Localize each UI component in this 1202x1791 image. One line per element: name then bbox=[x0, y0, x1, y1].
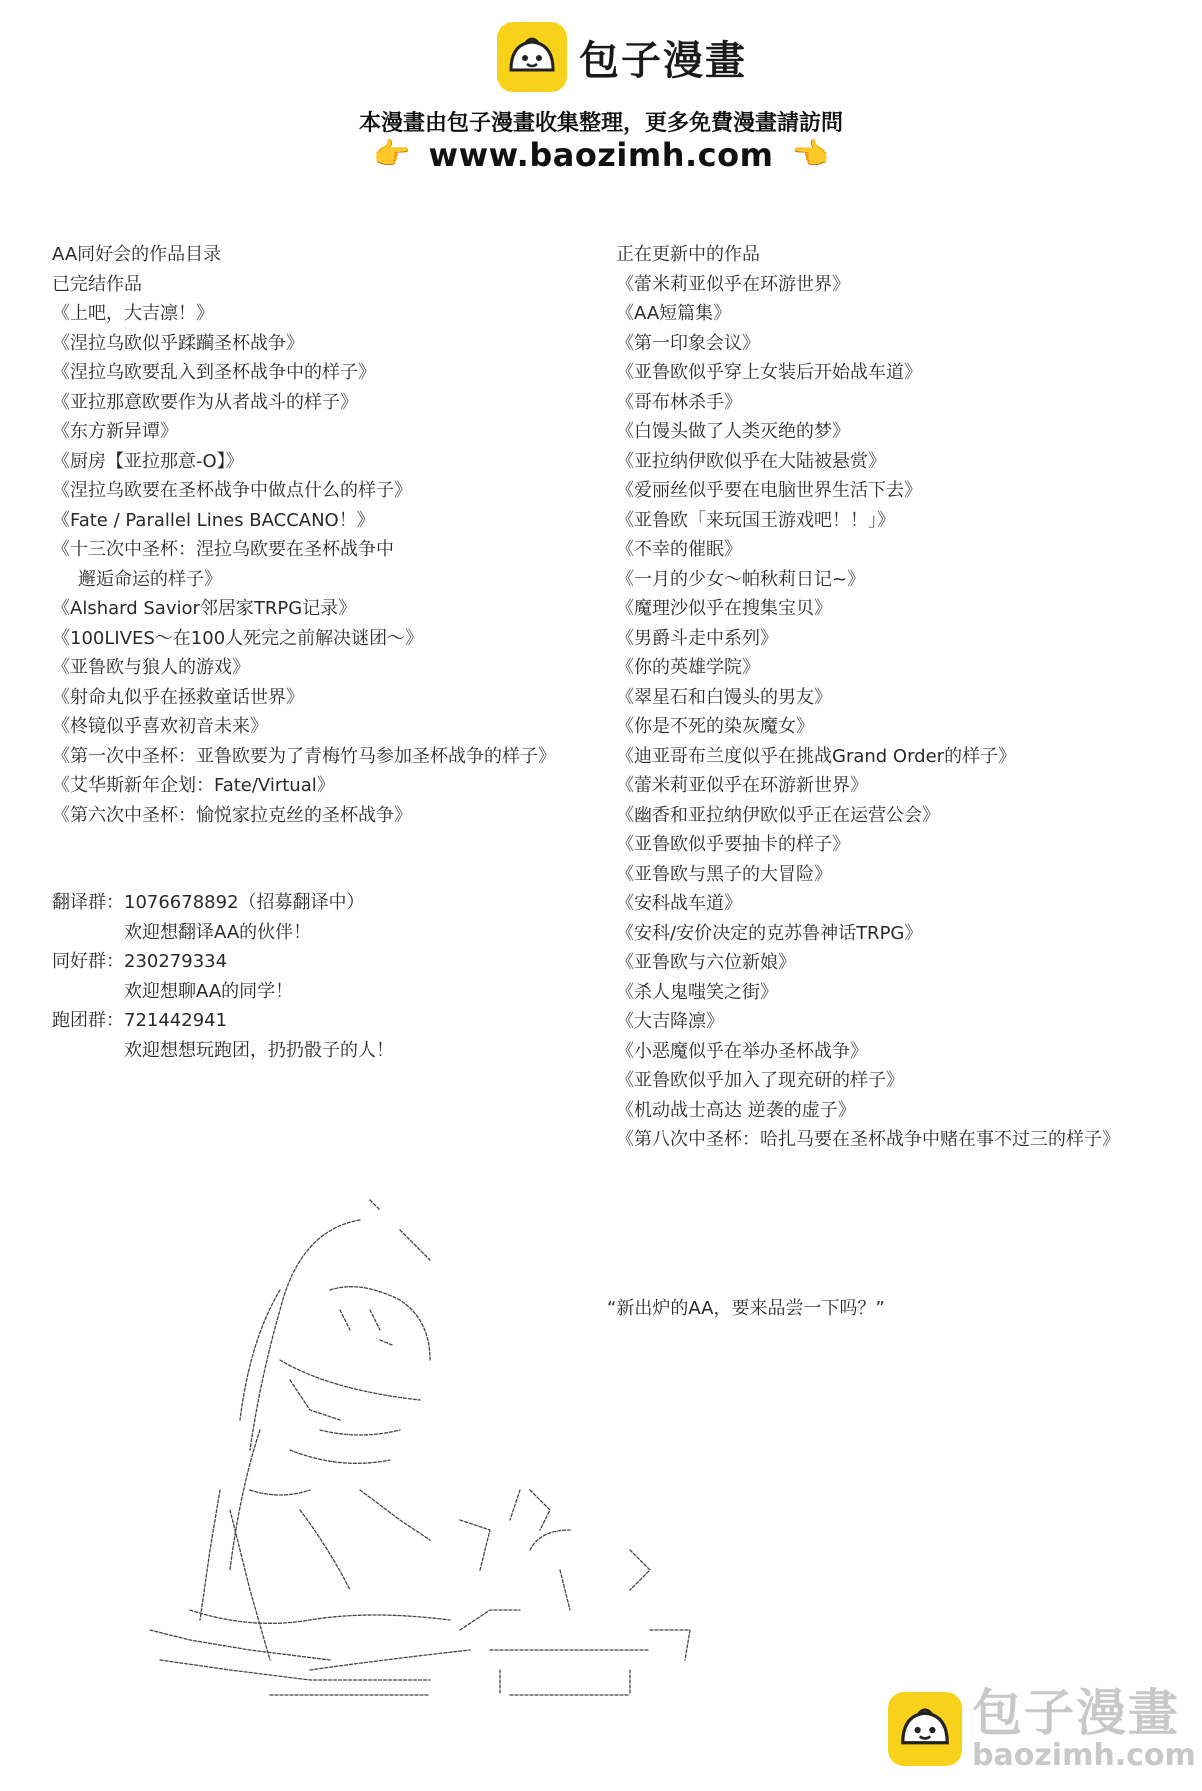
work-item: 《第一印象会议》 bbox=[616, 332, 760, 354]
group-note: 欢迎想想玩跑团，扔扔骰子的人！ bbox=[124, 1039, 394, 1061]
watermark-brand: 包子漫畫 bbox=[972, 1684, 1180, 1742]
work-item: 《厨房【亚拉那意-O】》 bbox=[52, 450, 244, 472]
work-item: 《涅拉乌欧要在圣杯战争中做点什么的样子》 bbox=[52, 480, 412, 501]
work-item: 《一月的少女～帕秋莉日记~》 bbox=[616, 568, 866, 590]
group-label: 同好群： bbox=[52, 951, 124, 972]
work-item: 《魔理沙似乎在搜集宝贝》 bbox=[616, 598, 832, 619]
watermark-url: baozimh.com bbox=[972, 1738, 1196, 1773]
aa-character-illustration bbox=[130, 1190, 790, 1710]
work-item: 《安科/安价决定的克苏鲁神话TRPG》 bbox=[616, 922, 923, 944]
work-item: 《上吧，大吉凛！》 bbox=[52, 303, 214, 324]
group-number: 721442941 bbox=[124, 1010, 228, 1031]
watermark-logo bbox=[888, 1686, 1196, 1772]
work-item: 《亚拉纳伊欧似乎在大陆被悬赏》 bbox=[616, 450, 886, 472]
work-item: 《Alshard Savior邻居家TRPG记录》 bbox=[52, 598, 357, 619]
work-item: 《幽香和亚拉纳伊欧似乎正在运营公会》 bbox=[616, 804, 940, 826]
work-item: 《白馒头做了人类灭绝的梦》 bbox=[616, 421, 850, 442]
site-url-row bbox=[0, 136, 1202, 174]
work-item: 《机动战士高达 逆袭的虚子》 bbox=[616, 1099, 856, 1121]
work-item: 《第一次中圣杯：亚鲁欧要为了青梅竹马参加圣杯战争的样子》 bbox=[52, 745, 556, 767]
brand-logo[interactable] bbox=[497, 22, 747, 92]
ongoing-works-column bbox=[616, 240, 1176, 1155]
group-number: 230279334 bbox=[124, 951, 228, 972]
work-item: 《亚鲁欧与六位新娘》 bbox=[616, 952, 796, 973]
tagline: 本漫畫由包子漫畫收集整理，更多免費漫畫請訪問 bbox=[358, 111, 843, 136]
work-item: 《大吉降凛》 bbox=[616, 1011, 724, 1032]
work-item: 《亚鲁欧似乎穿上女装后开始战车道》 bbox=[616, 362, 922, 383]
work-item-continued: 邂逅命运的样子》 bbox=[78, 568, 222, 590]
group-info bbox=[52, 888, 394, 1065]
work-item: 《翠星石和白馒头的男友》 bbox=[616, 686, 832, 708]
speech-quote: “新出炉的AA，要来品尝一下吗？” bbox=[607, 1298, 885, 1319]
group-note: 欢迎想翻译AA的伙伴！ bbox=[124, 921, 312, 943]
fan-group-row bbox=[52, 947, 394, 977]
work-item: 《柊镜似乎喜欢初音未来》 bbox=[52, 716, 268, 737]
work-item: 《你是不死的染灰魔女》 bbox=[616, 716, 814, 737]
group-number: 1076678892（招募翻译中） bbox=[124, 892, 365, 913]
work-item: 《哥布林杀手》 bbox=[616, 391, 742, 413]
work-item: 《小恶魔似乎在举办圣杯战争》 bbox=[616, 1040, 868, 1062]
site-url-link[interactable]: www.baozimh.com bbox=[428, 136, 774, 174]
work-item: 《东方新异谭》 bbox=[52, 421, 178, 442]
work-item: 《亚拉那意欧要作为从者战斗的样子》 bbox=[52, 391, 358, 413]
work-item: 《第八次中圣杯：哈扎马要在圣杯战争中赌在事不过三的样子》 bbox=[616, 1129, 1120, 1150]
work-item: 《你的英雄学院》 bbox=[616, 657, 760, 678]
bun-logo-icon bbox=[497, 22, 567, 92]
group-note: 欢迎想聊AA的同学！ bbox=[124, 980, 294, 1002]
pointing-hand-left-icon: 👈 bbox=[791, 137, 829, 172]
translation-group-row bbox=[52, 888, 394, 918]
work-item: 《安科战车道》 bbox=[616, 893, 742, 914]
work-item: 《亚鲁欧「来玩国王游戏吧！！」》 bbox=[616, 509, 895, 531]
brand-name: 包子漫畫 bbox=[579, 37, 747, 84]
work-item: 《男爵斗走中系列》 bbox=[616, 627, 778, 649]
ongoing-heading: 正在更新中的作品 bbox=[616, 244, 760, 265]
work-item: 《蕾米莉亚似乎在环游新世界》 bbox=[616, 775, 868, 796]
work-item: 《爱丽丝似乎要在电脑世界生活下去》 bbox=[616, 480, 922, 501]
group-label: 跑团群： bbox=[52, 1010, 124, 1031]
group-label: 翻译群： bbox=[52, 892, 124, 913]
work-item: 《涅拉乌欧要乱入到圣杯战争中的样子》 bbox=[52, 362, 376, 383]
work-item: 《Fate / Parallel Lines BACCANO！》 bbox=[52, 509, 375, 531]
trpg-group-row bbox=[52, 1006, 394, 1036]
work-item: 《亚鲁欧与黑子的大冒险》 bbox=[616, 863, 832, 885]
work-item: 《亚鲁欧似乎要抽卡的样子》 bbox=[616, 834, 850, 855]
work-item: 《亚鲁欧与狼人的游戏》 bbox=[52, 657, 250, 678]
work-item: 《十三次中圣杯：涅拉乌欧要在圣杯战争中 bbox=[52, 539, 394, 560]
work-item: 《杀人鬼嗤笑之街》 bbox=[616, 981, 778, 1003]
work-item: 《蕾米莉亚似乎在环游世界》 bbox=[616, 273, 850, 295]
completed-heading: 已完结作品 bbox=[52, 273, 142, 295]
work-item: 《迪亚哥布兰度似乎在挑战Grand Order的样子》 bbox=[616, 745, 1017, 767]
catalog-title: AA同好会的作品目录 bbox=[52, 244, 222, 265]
pointing-hand-right-icon: 👉 bbox=[373, 137, 411, 172]
work-item: 《射命丸似乎在拯救童话世界》 bbox=[52, 686, 304, 708]
work-item: 《亚鲁欧似乎加入了现充研的样子》 bbox=[616, 1070, 904, 1091]
work-item: 《第六次中圣杯：愉悦家拉克丝的圣杯战争》 bbox=[52, 804, 412, 826]
completed-works-column bbox=[52, 240, 592, 830]
work-item: 《不幸的催眠》 bbox=[616, 539, 742, 560]
work-item: 《艾华斯新年企划：Fate/Virtual》 bbox=[52, 775, 335, 796]
bun-logo-icon bbox=[888, 1692, 962, 1766]
work-item: 《涅拉乌欧似乎蹂躏圣杯战争》 bbox=[52, 332, 304, 354]
work-item: 《AA短篇集》 bbox=[616, 303, 732, 324]
work-item: 《100LIVES～在100人死完之前解决谜团～》 bbox=[52, 627, 424, 649]
